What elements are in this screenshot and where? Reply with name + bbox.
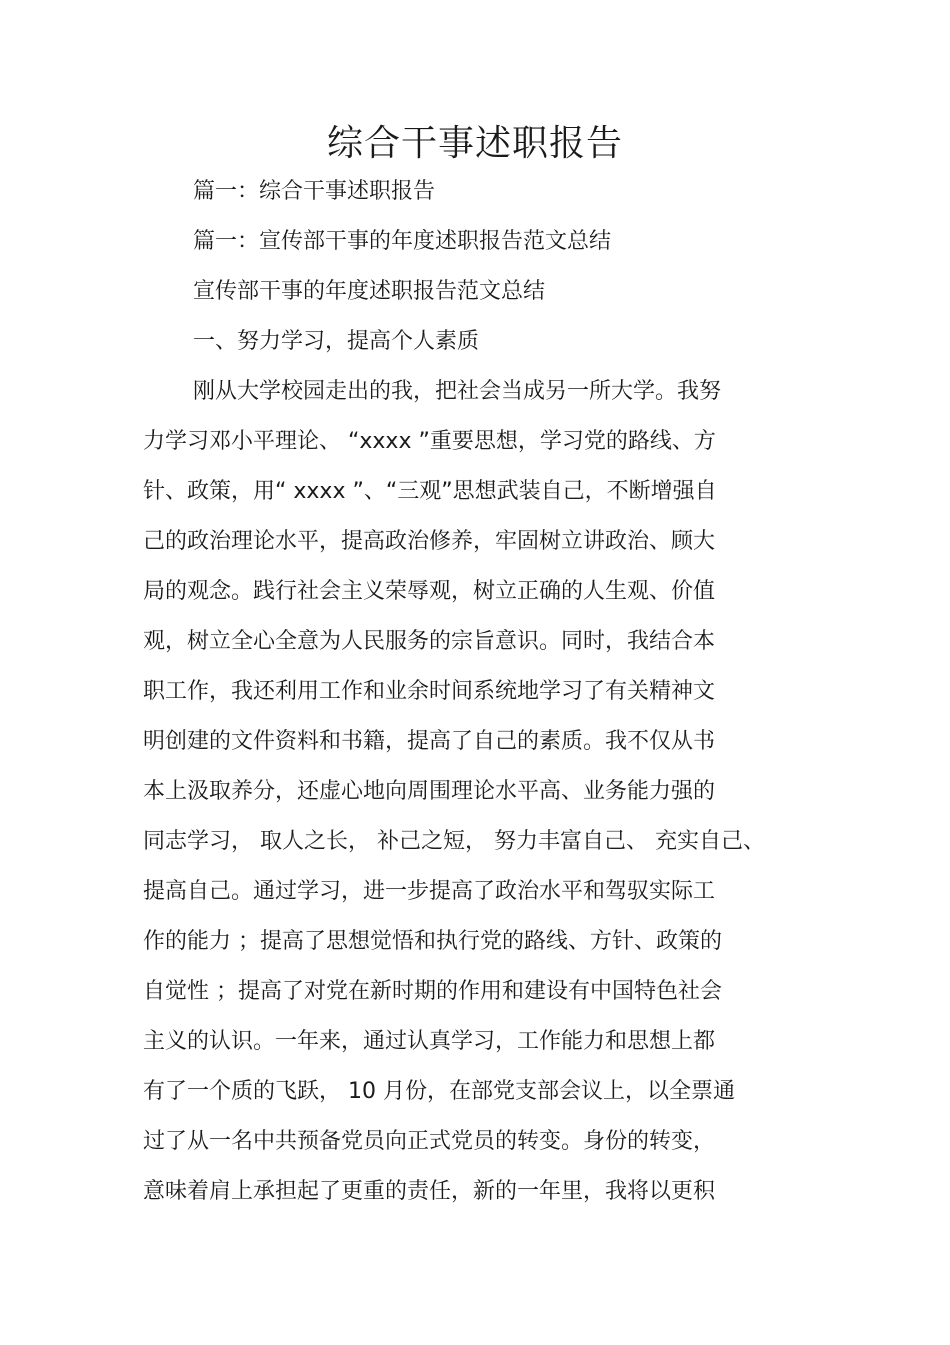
paragraph-line: 局的观念。践行社会主义荣辱观，树立正确的人生观、价值 (143, 579, 716, 604)
paragraph-line: 有了一个质的飞跃， 10 月份，在部党支部会议上，以全票通 (143, 1079, 735, 1104)
paragraph-line: 刚从大学校园走出的我，把社会当成另一所大学。我努 (193, 379, 722, 404)
heading-part-one-alt: 篇一：宣传部干事的年度述职报告范文总结 (193, 229, 612, 254)
paragraph-line: 意味着肩上承担起了更重的责任，新的一年里，我将以更积 (143, 1179, 716, 1204)
paragraph-line: 主义的认识。一年来，通过认真学习，工作能力和思想上都 (143, 1029, 716, 1054)
section-heading-1: 一、努力学习，提高个人素质 (193, 329, 480, 354)
paragraph-line: 同志学习， 取人之长， 补己之短， 努力丰富自己、 充实自己、 (143, 829, 765, 854)
paragraph-line: 职工作，我还利用工作和业余时间系统地学习了有关精神文 (143, 679, 716, 704)
paragraph-line: 观，树立全心全意为人民服务的宗旨意识。同时，我结合本 (143, 629, 716, 654)
paragraph-line: 过了从一名中共预备党员向正式党员的转变。身份的转变， (143, 1129, 716, 1154)
paragraph-line: 针、政策，用“ xxxx ”、“三观”思想武装自己，不断增强自 (143, 479, 717, 504)
paragraph-line: 己的政治理论水平，提高政治修养，牢固树立讲政治、顾大 (143, 529, 716, 554)
paragraph-line: 明创建的文件资料和书籍，提高了自己的素质。我不仅从书 (143, 729, 716, 754)
paragraph-line: 本上汲取养分，还虚心地向周围理论水平高、业务能力强的 (143, 779, 716, 804)
document-title: 综合干事述职报告 (326, 123, 623, 164)
paragraph-line: 提高自己。通过学习，进一步提高了政治水平和驾驭实际工 (143, 879, 716, 904)
heading-part-one: 篇一：综合干事述职报告 (193, 179, 436, 204)
subheading: 宣传部干事的年度述职报告范文总结 (193, 279, 546, 304)
paragraph-line: 自觉性 ；提高了对党在新时期的作用和建设有中国特色社会 (143, 979, 722, 1004)
paragraph-line: 作的能力 ；提高了思想觉悟和执行党的路线、方针、政策的 (143, 929, 722, 954)
paragraph-line: 力学习邓小平理论、 “xxxx ”重要思想，学习党的路线、方 (143, 429, 716, 454)
